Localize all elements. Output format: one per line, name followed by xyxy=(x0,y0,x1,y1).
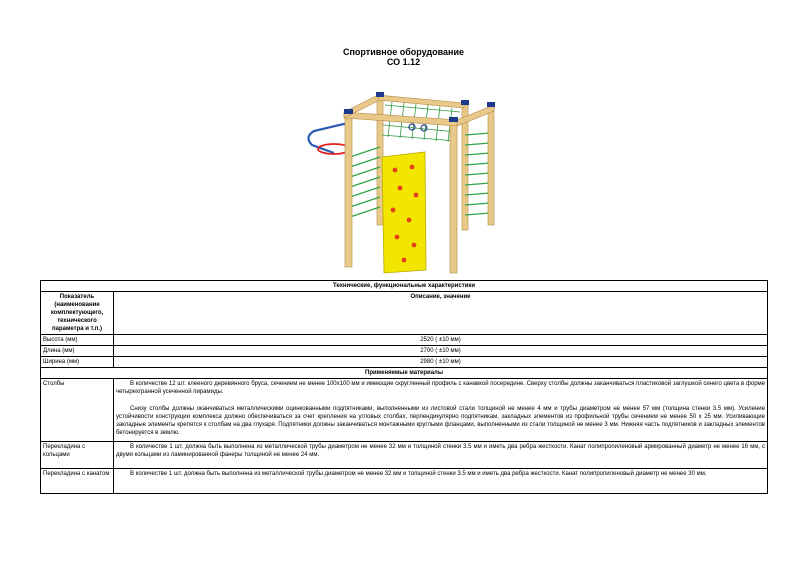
row-name: Длина (мм) xyxy=(41,346,114,357)
row-name: Ширина (мм) xyxy=(41,357,114,368)
table-row xyxy=(41,335,768,346)
table-row xyxy=(41,346,768,357)
row-value: 2520 ( ±10 мм) xyxy=(114,335,768,346)
row-value: 2700 ( ±10 мм) xyxy=(114,346,768,357)
material-paragraph: В количестве 1 шт. должна быть выполнена из металлической трубы диаметром не менее 32 мм и толщиной стенки 3.5 мм и иметь два ребра жесткости. Канат полипропиленовый диаметр не менее 30 мм. xyxy=(130,471,707,477)
beam-top-front xyxy=(344,112,458,126)
material-description xyxy=(114,379,768,442)
spec-table xyxy=(40,280,768,494)
table-row xyxy=(41,469,768,494)
row-name: Высота (мм) xyxy=(41,335,114,346)
post-right-rear xyxy=(488,107,494,225)
material-name: Столбы xyxy=(41,379,114,442)
material-description xyxy=(114,469,768,494)
column-header-indicator: Показатель (наименование комплектующего, технического параметра и т.п.) xyxy=(41,292,114,335)
ladder-left xyxy=(350,147,380,217)
document-title xyxy=(0,47,807,67)
material-description xyxy=(114,442,768,469)
post-front-mid xyxy=(450,123,457,273)
column-header-description: Описание, значение xyxy=(114,292,768,335)
material-name: Перекладина с канатом xyxy=(41,469,114,494)
material-paragraph: Снизу столбы должны оканчиваться металлическими оцинкованными подпятниками, выполненными из листовой стали толщиной не менее 4 мм и трубы диаметром не менее 57 мм (толщина стенки 3.5 мм). Усиление устойчивости конструкции комплекса должно обеспечиваться за счет крепления на угловых столбах, перпендикулярно подпятникам, закладных элементов из профильной трубы сечением не менее 50 х 25 мм. Усиливающие закладные элементы крепятся к столбам на два глухаря. Подпятники должны заканчиваться монтажными круглыми фланцами, выполненными из стали толщиной не менее 3 мм. Нижняя часть подпятников и закладных элементов бетонируется в землю. xyxy=(116,406,765,436)
table-row xyxy=(41,357,768,368)
section-characteristics-header: Технические, функциональные характеристики xyxy=(41,281,768,292)
equipment-illustration xyxy=(300,75,505,275)
title-text: Спортивное оборудование xyxy=(342,47,465,57)
blue-bar-frame xyxy=(308,123,348,153)
post-front-left xyxy=(345,115,352,267)
beam-top-back xyxy=(378,95,464,108)
ladder-right xyxy=(465,133,490,215)
material-paragraph: В количестве 1 шт. должна быть выполнена из металлической трубы диаметром не менее 32 мм и толщиной стенки 3.5 мм и иметь два ребра жесткости. Канат полипропиленовый армированный диаметр не менее 16 мм, с двумя кольцами из ламинированной фанеры толщиной не менее 24 мм. xyxy=(116,444,765,458)
section-materials-header: Применяемые материалы xyxy=(41,368,768,379)
climbing-wall xyxy=(382,152,426,273)
table-row xyxy=(41,442,768,469)
material-name: Перекладина с кольцами xyxy=(41,442,114,469)
row-value: 2980 ( ±10 мм) xyxy=(114,357,768,368)
material-paragraph: В количестве 12 шт. клееного деревянного бруса, сечением не менее 100х100 мм и имеющие скругленный профиль с канавкой посередине. Сверху столбы должны заканчиваться пластиковой заглушкой синего цвета в форме четырехгранной усеченной пирамиды. xyxy=(116,381,765,395)
table-row xyxy=(41,379,768,442)
product-code: СО 1.12 xyxy=(386,57,421,67)
